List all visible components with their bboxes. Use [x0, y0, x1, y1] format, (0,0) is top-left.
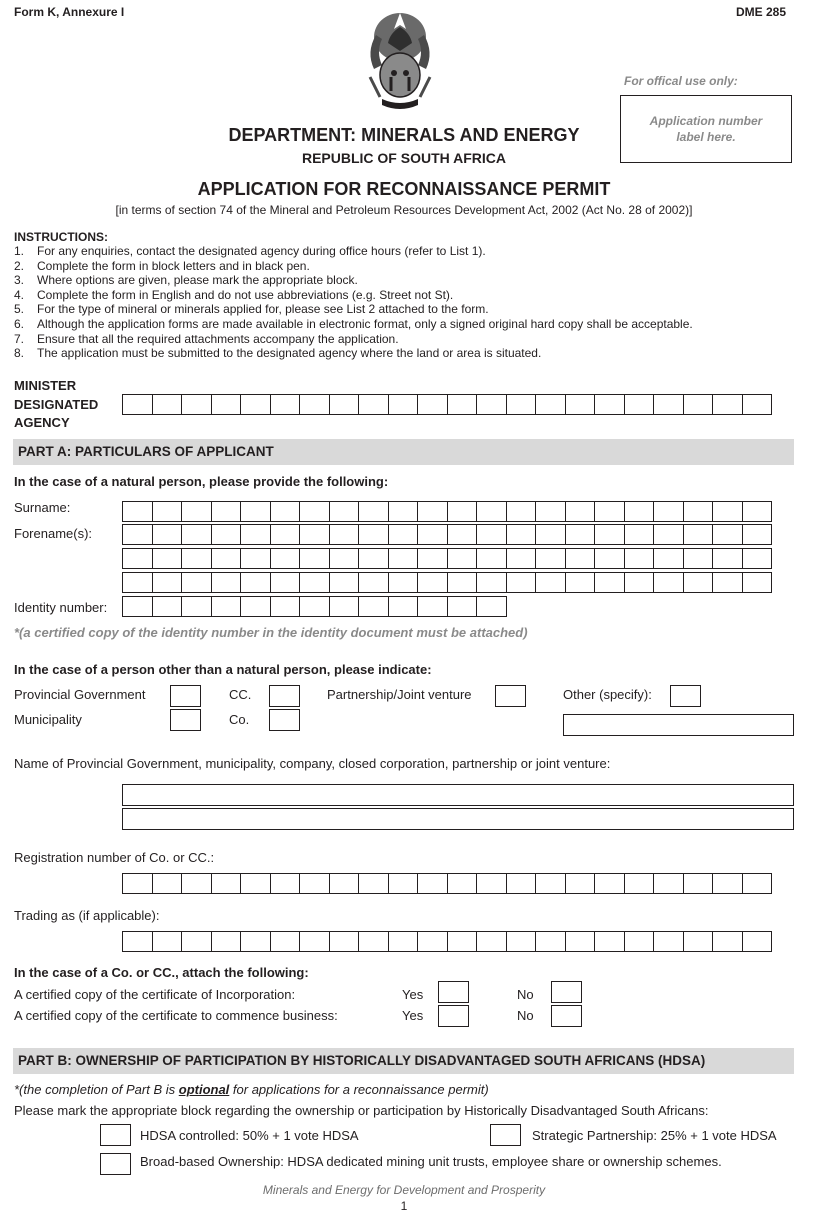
- grid-cell[interactable]: [388, 501, 419, 522]
- grid-cell[interactable]: [388, 524, 419, 545]
- grid-cell[interactable]: [181, 394, 212, 415]
- trading-grid[interactable]: [122, 931, 771, 952]
- grid-cell[interactable]: [240, 548, 271, 569]
- instruction-item: 5. For the type of mineral or minerals applied for, please see List 2 attached to the form.: [14, 302, 489, 317]
- grid-cell[interactable]: [358, 873, 389, 894]
- grid-cell[interactable]: [211, 524, 242, 545]
- grid-cell[interactable]: [506, 548, 537, 569]
- grid-cell[interactable]: [152, 931, 183, 952]
- grid-cell[interactable]: [535, 572, 566, 593]
- strategic-partnership-label: Strategic Partnership: 25% + 1 vote HDSA: [532, 1128, 777, 1143]
- instruction-item: 2. Complete the form in block letters and in black pen.: [14, 258, 310, 273]
- part-a-heading: PART A: PARTICULARS OF APPLICANT: [13, 439, 794, 465]
- municipality-checkbox[interactable]: [170, 709, 201, 731]
- yes-label: Yes: [402, 987, 424, 1002]
- grid-cell[interactable]: [181, 501, 212, 522]
- cert-commence-label: A certified copy of the certificate to commence business:: [14, 1008, 338, 1023]
- co-checkbox[interactable]: [269, 709, 300, 731]
- grid-cell[interactable]: [299, 572, 330, 593]
- surname-grid[interactable]: [122, 501, 771, 522]
- agency-grid[interactable]: [122, 394, 771, 415]
- grid-cell[interactable]: [417, 596, 448, 617]
- grid-cell[interactable]: [211, 931, 242, 952]
- grid-cell[interactable]: [447, 873, 478, 894]
- grid-cell[interactable]: [181, 596, 212, 617]
- grid-cell[interactable]: [683, 501, 714, 522]
- grid-cell[interactable]: [122, 572, 153, 593]
- form-reference: Form K, Annexure I: [14, 5, 125, 19]
- grid-cell[interactable]: [742, 524, 773, 545]
- grid-cell[interactable]: [712, 524, 743, 545]
- grid-cell[interactable]: [594, 524, 625, 545]
- grid-cell[interactable]: [476, 873, 507, 894]
- grid-cell[interactable]: [299, 394, 330, 415]
- grid-cell[interactable]: [329, 524, 360, 545]
- grid-cell[interactable]: [388, 873, 419, 894]
- forenames-label: Forename(s):: [14, 526, 93, 541]
- grid-cell[interactable]: [624, 931, 655, 952]
- grid-cell[interactable]: [535, 873, 566, 894]
- grid-cell[interactable]: [152, 873, 183, 894]
- grid-cell[interactable]: [388, 394, 419, 415]
- grid-cell[interactable]: [358, 596, 389, 617]
- grid-cell[interactable]: [535, 501, 566, 522]
- grid-cell[interactable]: [270, 548, 301, 569]
- no-label: No: [517, 1008, 534, 1023]
- instruction-item: 3. Where options are given, please mark the appropriate block.: [14, 273, 358, 288]
- coat-of-arms-icon: [360, 7, 440, 112]
- grid-cell[interactable]: [152, 524, 183, 545]
- trading-label: Trading as (if applicable):: [14, 908, 160, 923]
- municipality-label: Municipality: [14, 712, 82, 727]
- grid-cell[interactable]: [712, 572, 743, 593]
- provincial-label: Provincial Government: [14, 687, 146, 702]
- grid-cell[interactable]: [506, 501, 537, 522]
- grid-cell[interactable]: [447, 548, 478, 569]
- grid-cell[interactable]: [270, 394, 301, 415]
- grid-cell[interactable]: [565, 572, 596, 593]
- grid-cell[interactable]: [594, 572, 625, 593]
- grid-cell[interactable]: [476, 548, 507, 569]
- grid-cell[interactable]: [653, 572, 684, 593]
- grid-cell[interactable]: [447, 501, 478, 522]
- grid-cell[interactable]: [417, 524, 448, 545]
- hdsa-controlled-checkbox[interactable]: [100, 1124, 131, 1146]
- instruction-item: 4. Complete the form in English and do not use abbreviations (e.g. Street not St).: [14, 287, 454, 302]
- grid-cell[interactable]: [122, 931, 153, 952]
- grid-cell[interactable]: [122, 548, 153, 569]
- grid-cell[interactable]: [329, 548, 360, 569]
- grid-cell[interactable]: [535, 524, 566, 545]
- cc-label: CC.: [229, 687, 252, 702]
- grid-cell[interactable]: [712, 394, 743, 415]
- grid-cell[interactable]: [211, 572, 242, 593]
- broad-based-label: Broad-based Ownership: HDSA dedicated mining unit trusts, employee share or ownership schemes.: [140, 1154, 722, 1169]
- grid-cell[interactable]: [476, 501, 507, 522]
- identity-note: *(a certified copy of the identity number in the identity document must be attached): [14, 625, 528, 640]
- grid-cell[interactable]: [299, 548, 330, 569]
- grid-cell[interactable]: [476, 524, 507, 545]
- other-label: Other (specify):: [563, 687, 652, 702]
- grid-cell[interactable]: [742, 931, 773, 952]
- grid-cell[interactable]: [565, 524, 596, 545]
- grid-cell[interactable]: [417, 394, 448, 415]
- grid-cell[interactable]: [152, 394, 183, 415]
- other-person-heading: In the case of a person other than a natural person, please indicate:: [14, 662, 432, 677]
- grid-cell[interactable]: [211, 394, 242, 415]
- grid-cell[interactable]: [653, 931, 684, 952]
- grid-cell[interactable]: [240, 873, 271, 894]
- grid-cell[interactable]: [535, 394, 566, 415]
- grid-cell[interactable]: [299, 524, 330, 545]
- grid-cell[interactable]: [653, 873, 684, 894]
- grid-cell[interactable]: [683, 394, 714, 415]
- grid-cell[interactable]: [122, 596, 153, 617]
- form-subtitle: [in terms of section 74 of the Mineral and Petroleum Resources Development Act, 2002 (Act No. 28 of 2002)]: [115, 203, 693, 217]
- grid-cell[interactable]: [594, 873, 625, 894]
- grid-cell[interactable]: [152, 596, 183, 617]
- registration-grid[interactable]: [122, 873, 771, 894]
- grid-cell[interactable]: [565, 394, 596, 415]
- entity-name-label: Name of Provincial Government, municipality, company, closed corporation, partnership or joint venture:: [14, 756, 611, 771]
- grid-cell[interactable]: [683, 524, 714, 545]
- grid-cell[interactable]: [211, 596, 242, 617]
- grid-cell[interactable]: [447, 524, 478, 545]
- grid-cell[interactable]: [594, 548, 625, 569]
- republic-title: REPUBLIC OF SOUTH AFRICA: [301, 150, 507, 166]
- grid-cell[interactable]: [329, 596, 360, 617]
- grid-cell[interactable]: [270, 873, 301, 894]
- grid-cell[interactable]: [181, 572, 212, 593]
- grid-cell[interactable]: [417, 931, 448, 952]
- grid-cell[interactable]: [122, 524, 153, 545]
- grid-cell[interactable]: [329, 572, 360, 593]
- grid-cell[interactable]: [329, 873, 360, 894]
- strategic-partnership-checkbox[interactable]: [490, 1124, 521, 1146]
- entity-name-field-2[interactable]: [122, 808, 794, 830]
- commence-yes-checkbox[interactable]: [438, 1005, 469, 1027]
- grid-cell[interactable]: [742, 548, 773, 569]
- grid-cell[interactable]: [358, 548, 389, 569]
- attach-heading: In the case of a Co. or CC., attach the following:: [14, 965, 309, 980]
- grid-cell[interactable]: [506, 394, 537, 415]
- grid-cell[interactable]: [624, 394, 655, 415]
- instructions-heading: INSTRUCTIONS:: [14, 230, 108, 244]
- grid-cell[interactable]: [417, 548, 448, 569]
- grid-cell[interactable]: [447, 931, 478, 952]
- grid-cell[interactable]: [506, 873, 537, 894]
- grid-cell[interactable]: [299, 873, 330, 894]
- commence-no-checkbox[interactable]: [551, 1005, 582, 1027]
- no-label: No: [517, 987, 534, 1002]
- grid-cell[interactable]: [653, 524, 684, 545]
- grid-cell[interactable]: [565, 873, 596, 894]
- grid-cell[interactable]: [476, 572, 507, 593]
- grid-cell[interactable]: [683, 873, 714, 894]
- grid-cell[interactable]: [358, 931, 389, 952]
- part-b-heading: PART B: OWNERSHIP OF PARTICIPATION BY HISTORICALLY DISADVANTAGED SOUTH AFRICANS (HDSA): [13, 1048, 794, 1074]
- agency-label: MINISTER DESIGNATED AGENCY: [14, 378, 99, 430]
- grid-cell[interactable]: [211, 873, 242, 894]
- grid-cell[interactable]: [565, 548, 596, 569]
- grid-cell[interactable]: [181, 873, 212, 894]
- grid-cell[interactable]: [270, 931, 301, 952]
- partnership-label: Partnership/Joint venture: [327, 687, 472, 702]
- grid-cell[interactable]: [506, 524, 537, 545]
- grid-cell[interactable]: [417, 572, 448, 593]
- incorporation-yes-checkbox[interactable]: [438, 981, 469, 1003]
- incorporation-no-checkbox[interactable]: [551, 981, 582, 1003]
- grid-cell[interactable]: [653, 394, 684, 415]
- instruction-item: 6. Although the application forms are made available in electronic format, only a signed original hard copy shall be acceptable.: [14, 316, 693, 331]
- broad-based-checkbox[interactable]: [100, 1153, 131, 1175]
- grid-cell[interactable]: [683, 931, 714, 952]
- grid-cell[interactable]: [388, 596, 419, 617]
- grid-cell[interactable]: [742, 873, 773, 894]
- grid-cell[interactable]: [565, 501, 596, 522]
- grid-cell[interactable]: [506, 572, 537, 593]
- grid-cell[interactable]: [181, 931, 212, 952]
- grid-cell[interactable]: [624, 501, 655, 522]
- grid-cell[interactable]: [624, 572, 655, 593]
- natural-person-heading: In the case of a natural person, please provide the following:: [14, 474, 389, 489]
- grid-cell[interactable]: [240, 596, 271, 617]
- forenames-grid-1[interactable]: [122, 524, 771, 545]
- grid-cell[interactable]: [712, 501, 743, 522]
- grid-cell[interactable]: [742, 501, 773, 522]
- cert-incorporation-label: A certified copy of the certificate of Incorporation:: [14, 987, 296, 1002]
- other-checkbox[interactable]: [670, 685, 701, 707]
- grid-cell[interactable]: [653, 548, 684, 569]
- grid-cell[interactable]: [594, 501, 625, 522]
- grid-cell[interactable]: [211, 548, 242, 569]
- grid-cell[interactable]: [417, 873, 448, 894]
- identity-label: Identity number:: [14, 600, 108, 615]
- partnership-checkbox[interactable]: [495, 685, 526, 707]
- grid-cell[interactable]: [240, 572, 271, 593]
- grid-cell[interactable]: [299, 931, 330, 952]
- grid-cell[interactable]: [388, 931, 419, 952]
- identity-grid[interactable]: [122, 596, 506, 617]
- grid-cell[interactable]: [535, 548, 566, 569]
- grid-cell[interactable]: [388, 572, 419, 593]
- grid-cell[interactable]: [152, 501, 183, 522]
- grid-cell[interactable]: [122, 873, 153, 894]
- grid-cell[interactable]: [240, 501, 271, 522]
- grid-cell[interactable]: [447, 572, 478, 593]
- grid-cell[interactable]: [329, 501, 360, 522]
- other-specify-field[interactable]: [563, 714, 794, 736]
- cc-checkbox[interactable]: [269, 685, 300, 707]
- grid-cell[interactable]: [270, 572, 301, 593]
- grid-cell[interactable]: [329, 931, 360, 952]
- forenames-grid-2[interactable]: [122, 548, 771, 569]
- part-b-note: *(the completion of Part B is optional for applications for a reconnaissance permit): [14, 1082, 489, 1097]
- part-b-instruction: Please mark the appropriate block regarding the ownership or participation by Historically Disadvantaged South Africans:: [14, 1103, 709, 1118]
- grid-cell[interactable]: [447, 596, 478, 617]
- entity-name-field-1[interactable]: [122, 784, 794, 806]
- grid-cell[interactable]: [181, 548, 212, 569]
- instruction-item: 1. For any enquiries, contact the designated agency during office hours (refer to List 1).: [14, 244, 486, 258]
- grid-cell[interactable]: [653, 501, 684, 522]
- grid-cell[interactable]: [240, 931, 271, 952]
- grid-cell[interactable]: [270, 596, 301, 617]
- forenames-grid-3[interactable]: [122, 572, 771, 593]
- grid-cell[interactable]: [417, 501, 448, 522]
- grid-cell[interactable]: [506, 931, 537, 952]
- grid-cell[interactable]: [358, 572, 389, 593]
- grid-cell[interactable]: [358, 524, 389, 545]
- grid-cell[interactable]: [181, 524, 212, 545]
- grid-cell[interactable]: [388, 548, 419, 569]
- grid-cell[interactable]: [299, 596, 330, 617]
- grid-cell[interactable]: [712, 931, 743, 952]
- grid-cell[interactable]: [565, 931, 596, 952]
- footer-slogan: Minerals and Energy for Development and Prosperity: [262, 1183, 546, 1197]
- grid-cell[interactable]: [742, 394, 773, 415]
- dme-number: DME 285: [736, 5, 787, 19]
- form-title: APPLICATION FOR RECONNAISSANCE PERMIT: [197, 179, 611, 199]
- grid-cell[interactable]: [594, 394, 625, 415]
- grid-cell[interactable]: [122, 501, 153, 522]
- grid-cell[interactable]: [683, 548, 714, 569]
- instruction-item: 7. Ensure that all the required attachments accompany the application.: [14, 331, 399, 346]
- application-number-box[interactable]: Application number label here.: [620, 95, 792, 163]
- grid-cell[interactable]: [742, 572, 773, 593]
- hdsa-controlled-label: HDSA controlled: 50% + 1 vote HDSA: [140, 1128, 359, 1143]
- instruction-item: 8. The application must be submitted to the designated agency where the land or area is situated.: [14, 346, 542, 361]
- grid-cell[interactable]: [447, 394, 478, 415]
- grid-cell[interactable]: [122, 394, 153, 415]
- grid-cell[interactable]: [476, 394, 507, 415]
- grid-cell[interactable]: [624, 873, 655, 894]
- instructions-list: [14, 244, 693, 361]
- grid-cell[interactable]: [211, 501, 242, 522]
- grid-cell[interactable]: [476, 931, 507, 952]
- department-title: DEPARTMENT: MINERALS AND ENERGY: [228, 125, 580, 145]
- grid-cell[interactable]: [712, 548, 743, 569]
- grid-cell[interactable]: [535, 931, 566, 952]
- grid-cell[interactable]: [270, 524, 301, 545]
- grid-cell[interactable]: [683, 572, 714, 593]
- registration-label: Registration number of Co. or CC.:: [14, 850, 215, 865]
- grid-cell[interactable]: [358, 394, 389, 415]
- official-use-label: For offical use only:: [624, 74, 738, 88]
- grid-cell[interactable]: [594, 931, 625, 952]
- surname-label: Surname:: [14, 500, 71, 515]
- grid-cell[interactable]: [624, 548, 655, 569]
- yes-label: Yes: [402, 1008, 424, 1023]
- grid-cell[interactable]: [152, 572, 183, 593]
- co-label: Co.: [229, 712, 250, 727]
- grid-cell[interactable]: [712, 873, 743, 894]
- grid-cell[interactable]: [624, 524, 655, 545]
- provincial-checkbox[interactable]: [170, 685, 201, 707]
- grid-cell[interactable]: [270, 501, 301, 522]
- grid-cell[interactable]: [240, 524, 271, 545]
- grid-cell[interactable]: [329, 394, 360, 415]
- grid-cell[interactable]: [240, 394, 271, 415]
- grid-cell[interactable]: [152, 548, 183, 569]
- grid-cell[interactable]: [476, 596, 507, 617]
- page-number: 1: [400, 1199, 408, 1213]
- grid-cell[interactable]: [299, 501, 330, 522]
- grid-cell[interactable]: [358, 501, 389, 522]
